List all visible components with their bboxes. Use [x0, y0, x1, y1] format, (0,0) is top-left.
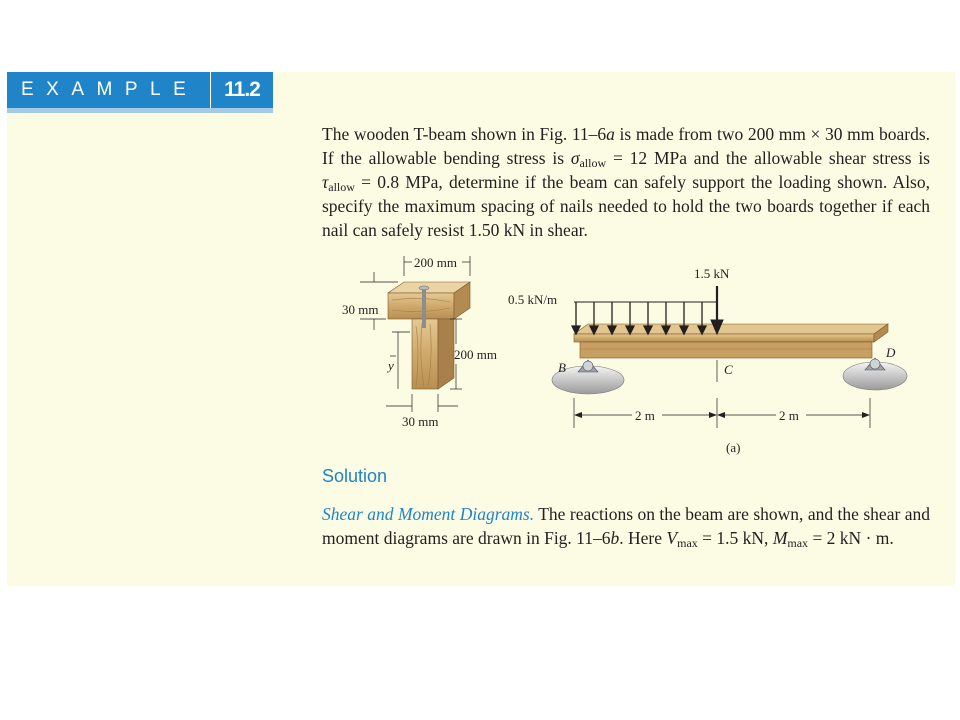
dim-flange-thickness: 30 mm — [342, 302, 379, 317]
solution-subheading: Shear and Moment Diagrams. — [322, 504, 535, 524]
beam-drawing — [574, 324, 888, 358]
problem-statement: The wooden T-beam shown in Fig. 11–6a is made from two 200 mm × 30 mm boards. If the allowable bending stress is $\sigma_{allow} = 12$ MPa and the allowable shear stress is $\tau_{allow} = 0.8$ MPa, determine if the beam can safely support the loading shown. Also, specify the maximum spacing of nails needed to hold the two boards together if each nail can safely resist 1.50 kN in shear. — [322, 124, 930, 240]
centroid-label: y — [388, 358, 394, 373]
label-point-c: C — [724, 362, 733, 377]
support-d — [843, 358, 907, 390]
label-support-d: D — [886, 345, 896, 360]
t-section-drawing — [388, 282, 470, 389]
label-point-load: 1.5 kN — [694, 266, 730, 281]
example-underline — [7, 108, 273, 113]
beam-figure — [330, 248, 930, 458]
dim-span-cd: 2 m — [779, 408, 799, 423]
example-label: EXAMPLE — [7, 72, 210, 108]
label-distributed-load: 0.5 kN/m — [508, 292, 558, 307]
dim-web-thickness: 30 mm — [402, 414, 439, 429]
dim-web-depth: 200 mm — [454, 347, 497, 362]
solution-heading: Solution — [322, 466, 388, 486]
example-number: 11.2 — [211, 72, 273, 108]
dim-span-bc: 2 m — [635, 408, 655, 423]
dim-flange-width: 200 mm — [414, 255, 457, 270]
label-support-b: B — [558, 360, 566, 375]
solution-text: Shear and Moment Diagrams. The reactions on the beam are shown, and the shear and moment diagrams are drawn in Fig. 11–6b. Here $V_{max} = 1.5$ kN, $M_{max} = 2$ kN · m. — [322, 504, 930, 550]
figure-caption: (a) — [726, 440, 741, 455]
